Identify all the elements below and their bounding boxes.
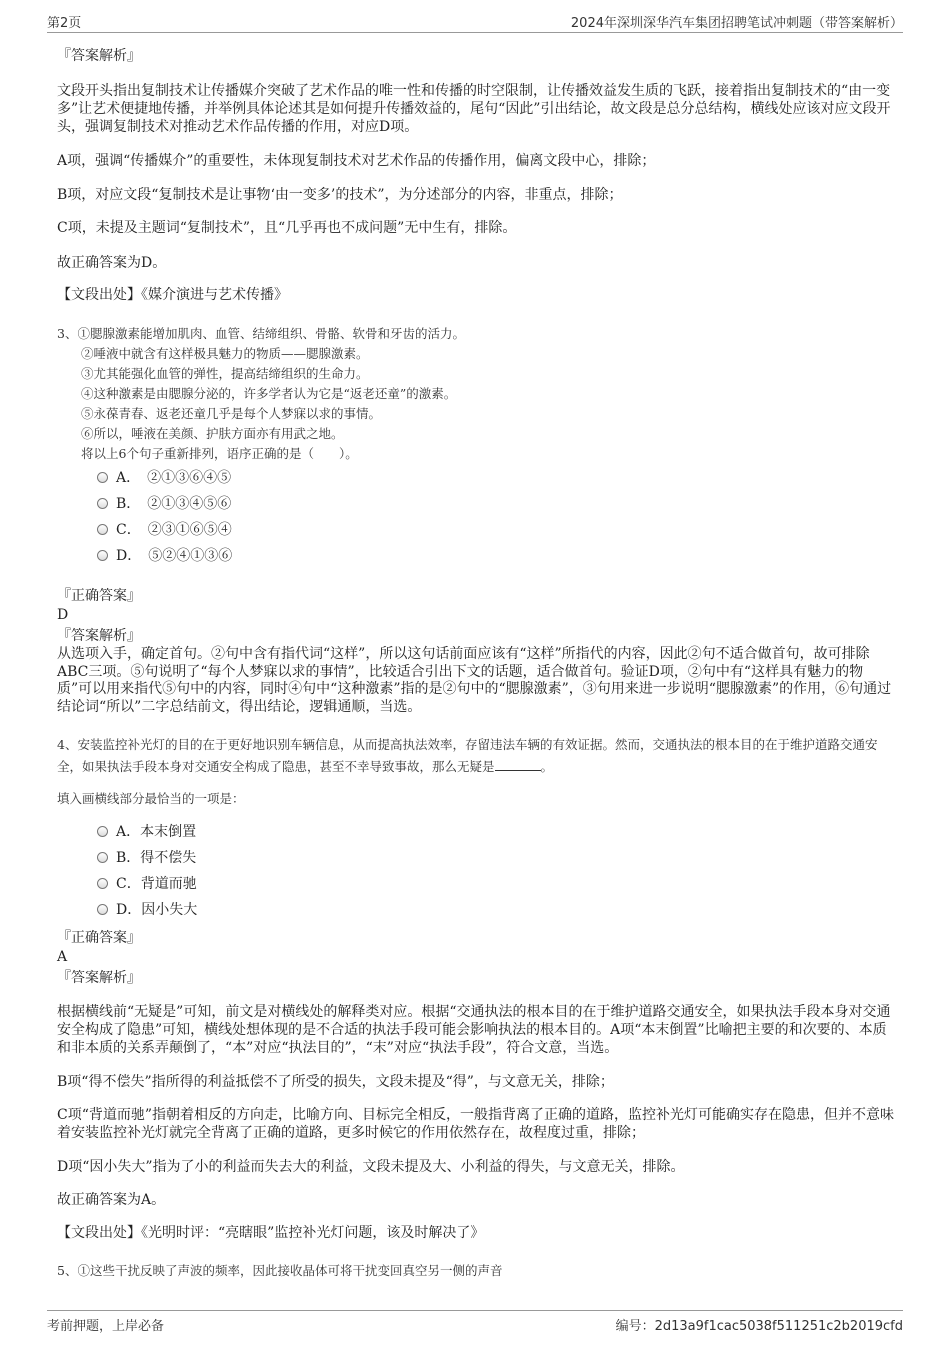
- radio-icon[interactable]: [97, 878, 108, 889]
- q2-analysis-para: 文段开头指出复制技术让传播媒介突破了艺术作品的唯一性和传播的时空限制，让传播效益发生质的飞跃，接着指出复制技术的“由一变多”让艺术便捷地传播，并举例具体论述其是如何提升传播效益的，尾句“因此”引出结论，故文段是总分总结构，横线处应该对应文段开头，强调复制技术对推动艺术作品传播的作用，对应D项。: [57, 83, 891, 135]
- radio-icon[interactable]: [97, 904, 108, 915]
- radio-icon[interactable]: [97, 550, 108, 561]
- q3-answer: D: [57, 607, 69, 623]
- q3-line-4: ④这种激素是由腮腺分泌的，许多学者认为它是“返老还童”的激素。: [81, 386, 457, 401]
- q4-source: 【文段出处】《光明时评：“亮瞎眼”监控补光灯问题，该及时解决了》: [57, 1225, 485, 1241]
- document-id: 编号：2d13a9f1cac5038f511251c2b2019cfd: [615, 1319, 903, 1334]
- document-title: 2024年深圳深华汽车集团招聘笔试冲刺题（带答案解析）: [570, 16, 903, 31]
- page-footer: [47, 1310, 903, 1336]
- q3-line-6: ⑥所以，唾液在美颜、护肤方面亦有用武之地。: [81, 426, 344, 441]
- q2-conclusion: 故正确答案为D。: [57, 255, 167, 271]
- q4-option-b-explanation: B项“得不偿失”指所得的利益抵偿不了所受的损失，文段未提及“得”，与文意无关，排除；: [57, 1074, 614, 1090]
- q3-line-3: ③尤其能强化血管的弹性，提高结缔组织的生命力。: [81, 366, 369, 381]
- q3-analysis-label: 『答案解析』: [57, 628, 141, 644]
- page-number: 第2页: [47, 16, 82, 31]
- q3-stem: [57, 324, 895, 464]
- radio-icon[interactable]: [97, 472, 108, 483]
- q3-analysis: 从选项入手，确定首句。②句中含有指代词“这样”，所以这句话前面应该有“这样”所指代的内容，因此②句不适合做首句，故可排除ABC三项。⑤句说明了“每个人梦寐以求的事情”，比较适合引出下文的话题，适合做首句。验证D项，②句中有“这样具有魅力的物质”可以用来指代⑤句中的内容，同时④句中“这种激素”指的是②句中的“腮腺激素”，③句用来进一步说明“腮腺激素”的作用，⑥句通过结论词“所以”二字总结前文，得出结论，逻辑通顺，当选。: [57, 646, 892, 715]
- q3-answer-label: 『正确答案』: [57, 588, 141, 604]
- radio-icon[interactable]: [97, 524, 108, 535]
- q3-line-5: ⑤永葆青春、返老还童几乎是每个人梦寐以求的事情。: [81, 406, 382, 421]
- q4-option-d[interactable]: D．因小失大: [97, 900, 197, 920]
- footer-slogan: 考前押题，上岸必备: [47, 1319, 165, 1334]
- q4-option-c-explanation: C项“背道而驰”指朝着相反的方向走，比喻方向、目标完全相反，一般指背离了正确的道路，监控补光灯可能确实存在隐患，但并不意味着安装监控补光灯就完全背离了正确的道路，更多时候它的作用依然存在，故程度过重，排除；: [57, 1107, 895, 1141]
- page-header: [47, 12, 903, 33]
- q4-answer: A: [57, 949, 68, 965]
- q3-prompt: 将以上6个句子重新排列，语序正确的是（ ）。: [81, 446, 358, 461]
- q2-analysis-label: 『答案解析』: [57, 48, 141, 64]
- q4-option-d-explanation: D项“因小失大”指为了小的利益而失去大的利益，文段未提及大、小利益的得失，与文意无关，排除。: [57, 1159, 685, 1175]
- q2-source: 【文段出处】《媒介演进与艺术传播》: [57, 287, 288, 303]
- q2-option-b-explanation: B项，对应文段“复制技术是让事物‘由一变多’的技术”，为分述部分的内容，非重点，排除；: [57, 187, 623, 203]
- q4-option-b[interactable]: B．得不偿失: [97, 848, 196, 868]
- fill-blank: [495, 758, 541, 771]
- radio-icon[interactable]: [97, 498, 108, 509]
- q3-option-b[interactable]: B． ②①③④⑤⑥: [97, 494, 231, 514]
- q3-line-2: ②唾液中就含有这样极具魅力的物质——腮腺激素。: [81, 346, 369, 361]
- q3-line-1: 3、①腮腺激素能增加肌肉、血管、结缔组织、骨骼、软骨和牙齿的活力。: [57, 326, 465, 341]
- q5-stem: 5、①这些干扰反映了声波的频率，因此接收晶体可将干扰变回真空另一侧的声音: [57, 1263, 503, 1278]
- q3-option-a[interactable]: A． ②①③⑥④⑤: [97, 468, 231, 488]
- q4-answer-label: 『正确答案』: [57, 930, 141, 946]
- radio-icon[interactable]: [97, 852, 108, 863]
- q2-option-a-explanation: A项，强调“传播媒介”的重要性，未体现复制技术对艺术作品的传播作用，偏离文段中心，排除；: [57, 153, 656, 169]
- q4-analysis-label: 『答案解析』: [57, 970, 141, 986]
- q4-analysis-para: 根据横线前“无疑是”可知，前文是对横线处的解释类对应。根据“交通执法的根本目的在于维护道路交通安全，如果执法手段本身对交通安全构成了隐患”可知，横线处想体现的是不合适的执法手段可能会影响执法的根本目的。A项“本末倒置”比喻把主要的和次要的、本质和非本质的关系弄颠倒了，“本”对应“执法目的”，“末”对应“执法手段”，符合文意，当选。: [57, 1004, 891, 1056]
- q4-stem: 4、安装监控补光灯的目的在于更好地识别车辆信息，从而提高执法效率，存留违法车辆的有效证据。然而，交通执法的根本目的在于维护道路交通安全，如果执法手段本身对交通安全构成了隐患，甚至不幸导致事故，那么无疑是 。: [57, 737, 878, 774]
- q4-prompt: 填入画横线部分最恰当的一项是：: [57, 791, 245, 806]
- q4-conclusion: 故正确答案为A。: [57, 1192, 166, 1208]
- q4-option-c[interactable]: C．背道而驰: [97, 874, 197, 894]
- q3-option-d[interactable]: D． ⑤②④①③⑥: [97, 546, 232, 566]
- q2-option-c-explanation: C项，未提及主题词“复制技术”，且“几乎再也不成问题”无中生有，排除。: [57, 220, 517, 236]
- radio-icon[interactable]: [97, 826, 108, 837]
- q3-option-c[interactable]: C． ②③①⑥⑤④: [97, 520, 232, 540]
- q4-option-a[interactable]: A．本末倒置: [97, 822, 196, 842]
